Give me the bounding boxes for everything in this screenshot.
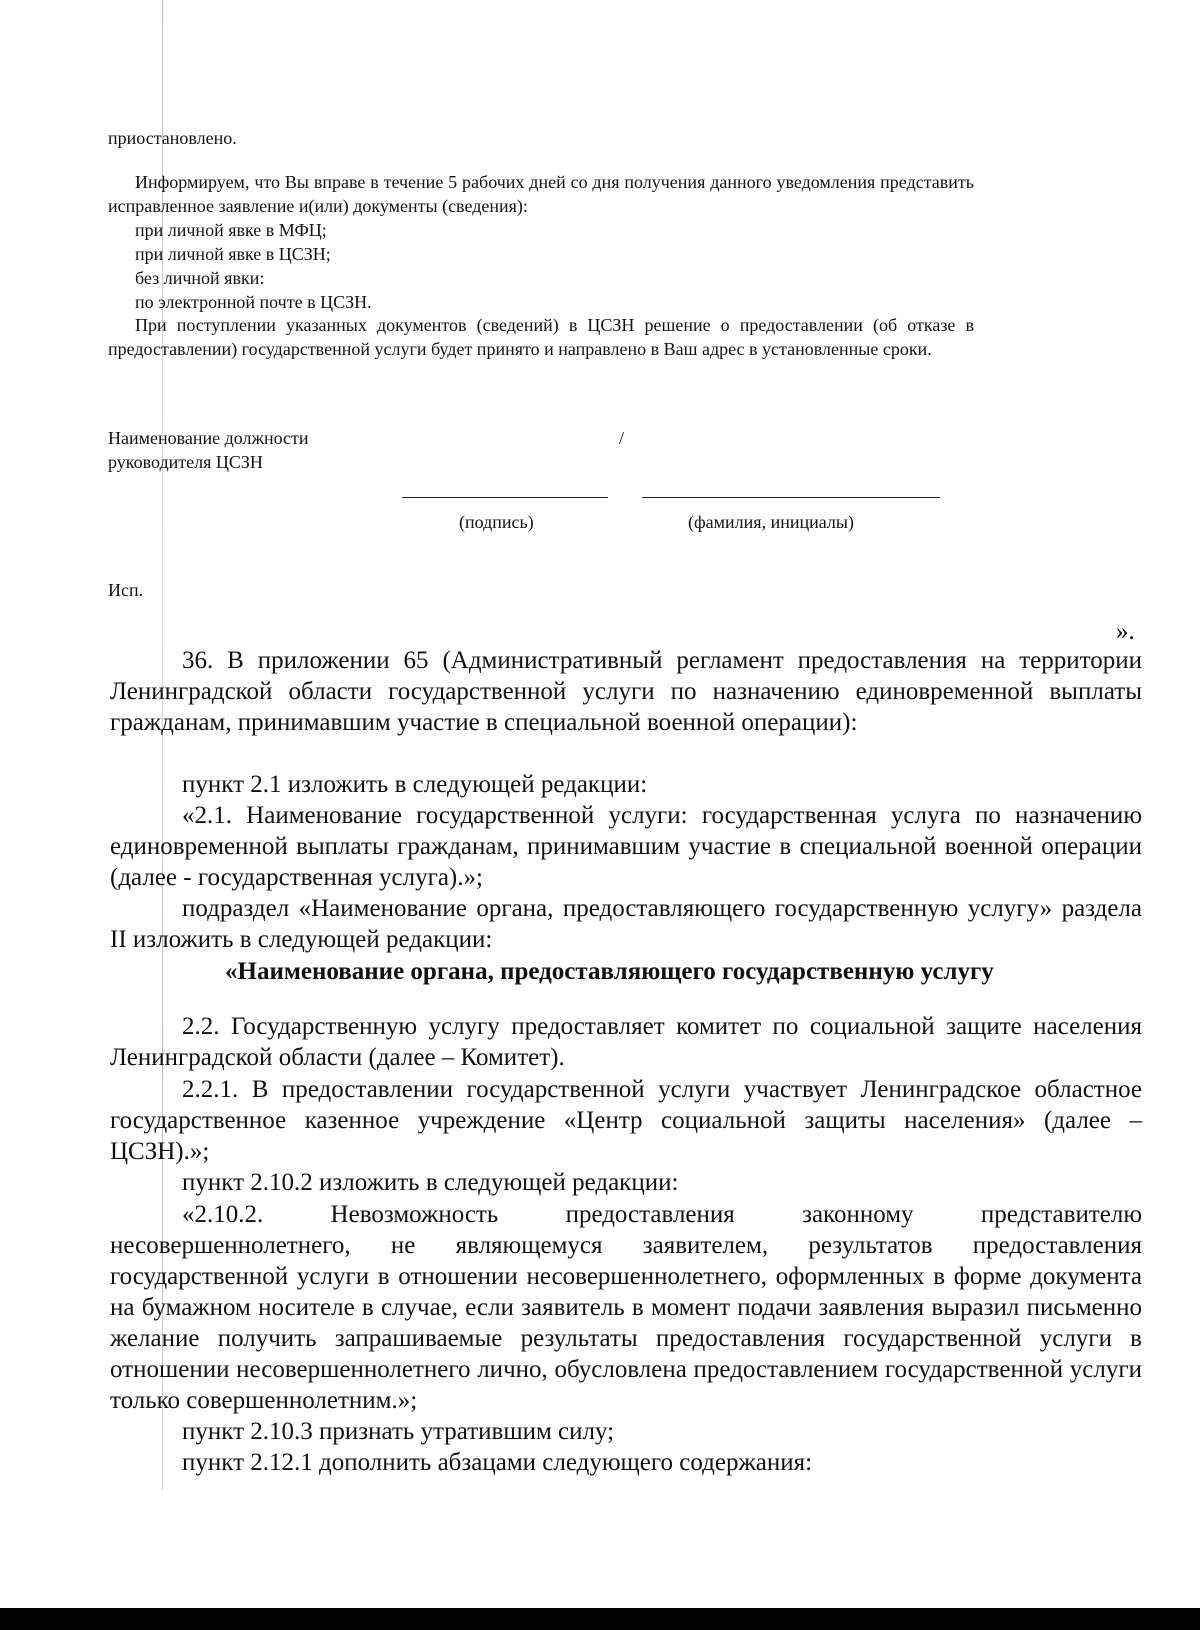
name-line bbox=[642, 497, 940, 498]
point-2-1-intro: пункт 2.1 изложить в следующей редакции: bbox=[182, 771, 648, 798]
closing-quote: ». bbox=[1116, 618, 1135, 645]
paragraph-36: 36. В приложении 65 (Административный регламент предоставления на территории Ленинградской области государственной услуги по назначению единовременной выплаты гражданам, принимавшим участие в специальной военной операции): bbox=[110, 647, 1142, 736]
point-2-10-2-text: «2.10.2. Невозможность предоставления законному представителю несовершеннолетнего, не являющемуся заявителем, результатов предоставления государственной услуги в отношении несовершеннолетнего, оформленных в форме документа на бумажном носителе в случае, если заявитель в момент подачи заявления выразил письменно желание получить запрашиваемые результаты предоставления государственной услуги в отношении несовершеннолетнего лично, обусловлена предоставлением государственной услуги только совершеннолетним.»; bbox=[110, 1201, 1142, 1414]
point-2-12-1: пункт 2.12.1 дополнить абзацами следующего содержания: bbox=[182, 1449, 813, 1476]
point-2-2: 2.2. Государственную услугу предоставляет комитет по социальной защите населения Ленинградской области (далее – Комитет). bbox=[110, 1013, 1142, 1071]
executor-label: Исп. bbox=[108, 580, 144, 600]
signature-caption: (подпись) bbox=[459, 512, 534, 532]
signature-line bbox=[402, 497, 608, 498]
point-2-10-3: пункт 2.10.3 признать утратившим силу; bbox=[182, 1418, 615, 1445]
info-paragraph: Информируем, что Вы вправе в течение 5 рабочих дней со дня получения данного уведомления представить исправленное заявление и(или) документы (сведения): bbox=[108, 172, 974, 216]
decision-paragraph: При поступлении указанных документов (сведений) в ЦСЗН решение о предоставлении (об отказе в предоставлении) государственной услуги будет принято и направлено в Ваш адрес в установленные сроки. bbox=[108, 315, 974, 359]
point-2-2-1: 2.2.1. В предоставлении государственной услуги участвует Ленинградское областное государственное казенное учреждение «Центр социальной защиты населения» (далее – ЦСЗН).»; bbox=[110, 1076, 1142, 1165]
subsection-heading: «Наименование органа, предоставляющего государственную услугу bbox=[225, 958, 994, 985]
option-mfc: при личной явке в МФЦ; bbox=[135, 220, 327, 240]
name-caption: (фамилия, инициалы) bbox=[688, 512, 854, 532]
point-2-10-2-intro: пункт 2.10.2 изложить в следующей редакции: bbox=[182, 1169, 679, 1196]
fragment-text: приостановлено. bbox=[108, 128, 237, 148]
point-2-1-text: «2.1. Наименование государственной услуги: государственная услуга по назначению единовременной выплаты гражданам, принимавшим участие в специальной военной операции (далее - государственная услуга).»; bbox=[110, 802, 1142, 891]
scan-bottom-edge bbox=[0, 1608, 1200, 1630]
option-email: по электронной почте в ЦСЗН. bbox=[135, 292, 372, 312]
subsection-intro: подраздел «Наименование органа, предоставляющего государственную услугу» раздела II изложить в следующей редакции: bbox=[110, 895, 1142, 953]
option-cszn: при личной явке в ЦСЗН; bbox=[135, 244, 331, 264]
option-no-visit: без личной явки: bbox=[135, 268, 265, 288]
position-title-line1: Наименование должности bbox=[108, 428, 309, 448]
position-title-line2: руководителя ЦСЗН bbox=[108, 452, 263, 472]
signature-slash: / bbox=[619, 428, 625, 448]
